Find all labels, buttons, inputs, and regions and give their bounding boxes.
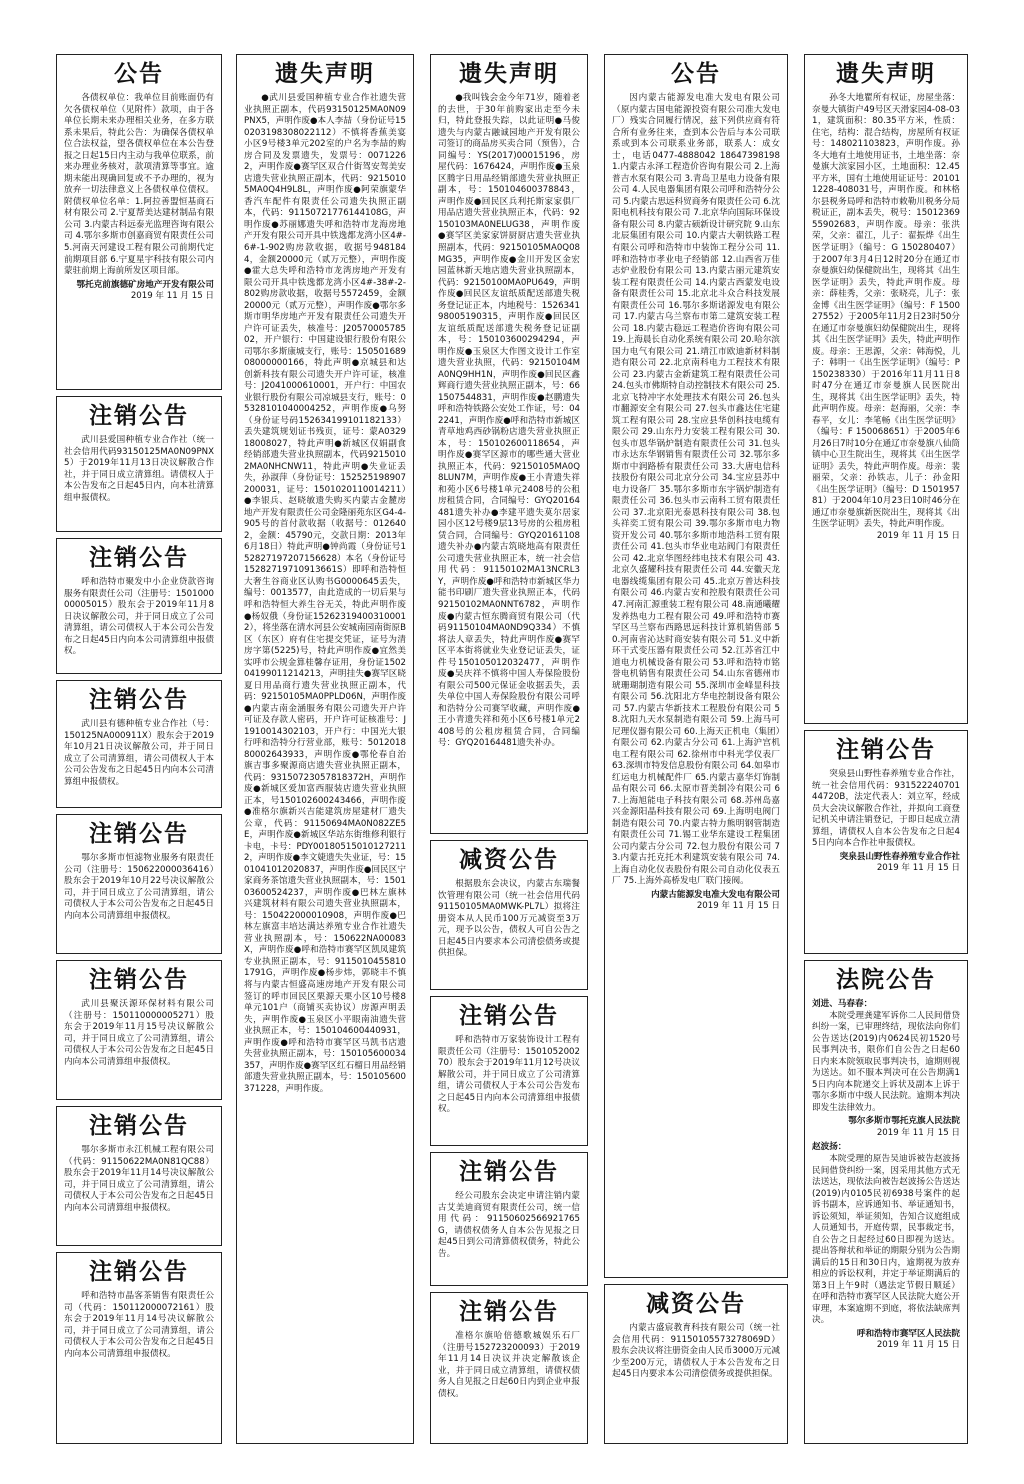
court-addressee: 刘进、马春春： xyxy=(812,999,873,1010)
notice-box xyxy=(430,996,588,1146)
notice-title: 遗失声明 xyxy=(836,61,936,87)
notice-date: 2019 年 11 月 15 日 xyxy=(876,1127,960,1138)
notice-signature: 鄂托克前旗德矿房地产开发有限公司 xyxy=(76,279,214,290)
notice-body: ●武川县爱国种植专业合作社遗失营业执照正副本，代码93150125MA0N09PNX5，声明作废●本人李喆（身份证号150203198308022112）不慎将香蕉美宴小区9号楼3单元202室的户名为李喆的购房合同及发票遗失，发票号：00712262，声明作废●赛罕区双合什街驾安驾美安店遗失营业执照正副本，代码：92150105MA0Q4H9L8L，声明作废●阿荣旗蒙华香汽车配件有限责任公司遗失执照正副本，代码：91150721776144108G，声明作废●苏丽娜遗失呼和浩特市龙海房地产开发有限公司开具中铁逸都龙湾小区4#-6#-1-902购房款收据，收据号9481844，金额20000元（贰万元整），声明作废●霍大总失呼和浩特市龙湾房地产开发有限公司开具中铁逸都龙湾小区4#-38#-2-802购房款收据，收据号5572459，金额20000元（贰万元整），声明作废●鄂尔多斯市明华房地产开发有限责任公司遗失开户许可证丢失，核准号：J2057000578502，开户银行：中国建设银行股份有限公司鄂尔多斯康城支行，账号：15050168908000000166，特此声明●京城县和达创新科技有限公司遗失开户许可证，核准号：J2041000610001，开户行：中国农业银行股份有限公司凉城县支行，账号：05328101040004252，声明作废●乌努（身份证号码152634199101182133）丢失建筑规划证书残页，证号：蒙A032918008027，特此声明●新城区仅娟副食经销部遗失营业执照副本，代码92150102MA0NHCNW11，特此声明●失业证丢失，孙淑萍（身份证号：152525198907200031，证号：1501020110014211）●李银兵、赵晓敏遗失购买内蒙古金麓房地产开发有限责任公司金隆丽苑东区G4-4-905号的首付款收据（收据号：0126402，金额：45790元，交款日期：2013年6月18日）特此声明●钟尚霞（身份证号152827197207156628）本名（身份证号15282719710913661S）即呼和浩特恒大奢生谷商业区认购书G0000645丢失，编号：0013577，由此造成的一切后果与呼和浩特恒大养生谷无关，特此声明作废●杨奴俄（身份证152623194003100012），将坐落在清水河县公安城南园南街原B区（东区）府有住宅提交凭证，证号为清房字第(5225)号，特此声明作废●宜然美实呼市公规金算桂馨存证用，身份证150204199011214213，声明挂失●赛罕区晓夏日用品商行遗失营业执照正副本，代码：92150105MA0PPLD06N，声明作废●内蒙古南金涵服务有限公司遗失开户许可证及存款人密码，开户许可证核准号：J1910014302103，开户行：中国光大银行呼和浩特分行营业部，账号：501201880002643933，声明作废●鄂伦春自治旗吉事多聚源商店遗失营业执照正副本，代码：93150723057818372H，声明作废●新城区爱加富西服装店遗失营业执照正本，号150102600243466，声明作废●准格尔旗新兴吉能建筑房屋建材厂遗失公章，代码：91150694MA0N082ZE5E，声明作废●新城区华站东街维修利银行卡电，卡号：PDY001805150101272112，声明作废●李文婕遗失失业证，号：1501041012020837，声明作废●回民区宁家商务茶馆遗失营业执照副本，号：150103600524237，声明作废●巴林左旗林兴建筑材料有限公司遗失营业执照副本，号：150422000010908，声明作废●巴林左旗富丰培达满达养殖专业合作社遗失营业执照副本，号：150622NA00083X，声明作废●呼和浩特市赛罕区凯凤建筑专业执照正副本，号：91150104558101791G，声明作废●杨步炜，郭晓丰不慎将与内蒙古恒盛高速房地产开发有限公司签订的呼市回民区栗源天栗小区10号楼8单元101户（商铺买卖协议）房源声明丢失，声明作废●玉泉区小平眼南油遗失营业执照正本，号：150104600440931，声明作废●呼和浩特市赛罕区马凯书店遗失营业执照正副本，号：150105600034357，声明作废●赛罕区红石榴日用品经销部遗失营业执照正副本，号：150105600371228，声明作废。 xyxy=(244,93,406,1094)
notice-box xyxy=(56,396,222,532)
column-5 xyxy=(804,54,968,1444)
column-2 xyxy=(236,54,414,1444)
notice-body: 各债权单位：我单位目前账面仍有欠各债权单位（见附件）款项，由于各单位长期未来办理相关业务，在多方联系未果后，特此公告：为确保各债权单位合法权益，望各债权单位在本公告登报之日起15日内主动与我单位联系，前来办理业务核对，款项清算等事宜。逾期未能出现确回复或不予办理的，视为放弃一切法律意义上各债权单位债权。附债权单位名单：1.阿拉善盟恒基商石材有限公司 2.宁夏帮美达建材制品有限公司 3.内蒙古科远泰光监理咨询有限公司 4.鄂尔多斯市创嘉商贸有限责任公司 5.河南天河建设工程有限公司前期代定前期项目部 6.宁夏星宇科技有限公司内蒙驻前期上海前所发区项目部。 xyxy=(64,93,214,277)
notice-box xyxy=(804,960,968,1444)
notice-body: 呼和浩特市晶客茶销售有限责任公司（代码：150112000072161）股东会于2019年11月14号决议解散公司，并于同日成立了公司清算组，请公司债权人于本公司公告发布之日起45日内向本公司清算组申报债权。 xyxy=(64,1291,214,1359)
notice-title: 注销公告 xyxy=(89,545,189,571)
notice-title: 注销公告 xyxy=(89,403,189,429)
notice-body: 呼和浩特市聚发中小企业贷款咨询服务有限责任公司（注册号：150100000005015）股东会于2019年11月8日决议解散公司，并于同日成立了公司清算组，请公司债权人于本公司公告发布之日起45日内向本公司清算组申报债权。 xyxy=(64,577,214,657)
notice-body: 鄂尔多斯市恒滤物业服务有限责任公司（注册号：150622000036416）股东会于2019年10月22号决议解散公司，并于同日成立了公司清算组，请公司债权人于本公司公告发布之日起45日内向本公司清算组申报债权。 xyxy=(64,853,214,921)
notice-body: ●我叫钱会金今年71岁，随着老的去世，于30年前购家出走至今未归，特此登报失踪，以此证明●马俊遗失与内蒙古融诚园地产开发有限公司签订的商品房买卖合同（预售），合同编号：YS(2017)00015196，房屋代码：1676424，声明作废●玉泉区腾宇日用品经销部遗失营业执照正副本，号：150104600378843，声明作废●回民区兵利托斯家家俱厂用品店遗失营业执照正本，代码：92150103MA0NELUG38，声明作废●赛罕区美家家饼厨厨店遗失营业执照副本，代码：92150105MA0Q08MG35，声明作废●金川开发区金宏园蓝林新天地店遗失营业执照副本，代码：92150100MA0PU649，声明作废●回民区友谊纸质配送部遗失税务登记证正本，内地税号：152634198005190315，声明作废●回民区友谊纸质配送部遗失税务登记证副本，号：150103600294294，声明作废●玉泉区大作图文设计工作室遗失营业执照，代码：92150104MA0NQ9HH1N，声明作废●回民区鑫辉商行遗失营业执照正副本，号：661507544831，声明作废●赵鹏遗失呼和浩特铁路公安处工作证，号：042241，声明作废●呼和浩特市新城区青草地鸡西砂锅粉店遗失营业执照正本，号：150102600118654，声明作废●赛罕区源市的哪些通大营业执照正本，代码：92150105MA0Q8LUN7M，声明作废●王小青遗失祥和苑小区6号楼1单元2408号的公租房租赁合同，合同编号：GYQ20164481遗失补办●李建平遗失莫尔居家园小区12号楼9层13号房的公租房租赁合同，合同编号：GYQ20161108遗失补办●内蒙古筑晓地高有限责任公司遗失营业执照正本，统一社会信用代码：91150102MA13NCRL3Y，声明作废●呼和浩特市新城区华力能书印刷厂遗失营业执照正本，代码92150102MA0NNT6782，声明作废●内蒙古恒东腾商贸有限公司（代码91150104MA0ND9Q334）不慎将法人章丢失，特此声明作废●赛罕区平本街将就业失业登记证丢失，证件号150105012032477，声明作废●吴庆祥不慎将中国人寿保险股份有限公司500元保证金收据丢失，丢失单位中国人寿保险股份有限公司呼和浩特分公司赛罕收藏，声明作废●王小青遗失祥和苑小区6号楼1单元2408号的公租房租赁合同，合同编号：GYQ20164481遗失补办。 xyxy=(438,93,580,749)
notice-box xyxy=(56,680,222,808)
notice-box xyxy=(604,54,788,1278)
notice-title: 注销公告 xyxy=(89,967,189,993)
notice-title: 注销公告 xyxy=(89,1113,189,1139)
notice-signature: 突泉县山野性春养殖专业合作社 xyxy=(839,851,960,862)
notice-title: 遗失声明 xyxy=(275,61,375,87)
notice-body: 呼和浩特市万家装饰设计工程有限责任公司（注册号：150105200270）股东会于2019年11月12号决议解散公司，并于同日成立了公司清算组，请公司债权人于本公司公告发布之日起45日内向本公司清算组申报债权。 xyxy=(438,1035,580,1115)
notice-box xyxy=(430,1292,588,1444)
notice-date: 2019 年 11 月 15 日 xyxy=(130,291,214,302)
notice-title: 法院公告 xyxy=(836,967,936,993)
notice-box xyxy=(604,1284,788,1444)
notice-title: 注销公告 xyxy=(459,1299,559,1325)
notice-box xyxy=(804,730,968,954)
column-1 xyxy=(56,54,222,1444)
column-4 xyxy=(604,54,788,1444)
notice-title: 注销公告 xyxy=(89,821,189,847)
notice-box xyxy=(56,1106,222,1246)
notice-body: 内蒙古盛宸教育科技有限公司（统一社会信用代码：91150105573278069D）股东会决议将注册资金由人民币3000万元减少至200万元，请债权人于本公告发布之日起45日内要求本公司清偿债务或提供担保。 xyxy=(612,1323,780,1380)
notice-title: 注销公告 xyxy=(89,1259,189,1285)
notice-date: 2019 年 11 月 15 日 xyxy=(876,863,960,874)
notice-box xyxy=(430,1152,588,1286)
notice-signature: 内蒙古能源发电准大发电有限公司 xyxy=(651,889,780,900)
notice-signature: 呼和浩特市赛罕区人民法院 xyxy=(856,1328,960,1339)
notice-box xyxy=(56,1252,222,1444)
court-addressee: 赵波扬： xyxy=(812,1142,847,1153)
notice-date: 2019 年 11 月 15 日 xyxy=(876,1340,960,1351)
notice-date: 2019 年 11 月 15 日 xyxy=(696,901,780,912)
notice-body: 孙冬大地瞿所有权证，房屋坐落：奈曼大镇街户49号区天滑家园4-08-031，建筑面积：80.35平方米，性质：住宅，结构：混合结构，房屋所有权证号：148021103823，声明作废。孙冬大地有土地使用证书，土地坐落：奈曼旗大滨家园小区，土地面积：12.45平方米，国有土地使用证证号：201011228-408031号，声明作废。和林格尔县税务局呼和浩特市敕勒川税务分局税证正，副本丢失，税号：1501236955902683，声明作废。母亲：张洪荣，父亲：翟江，儿子：翟振烨《出生医学证明》（编号：G 150280407）于2007年3月4日12时20分在通辽市奈曼旗妇幼保健院出生，现将其《出生医学证明》丢失，特此声明作废。母亲：薛桂秀，父亲：张晓亮，儿子：张金博《出生医学证明》（编号：F 150027552）于2005年11月2日23时50分在通辽市奈曼旗妇幼保健院出生，现将其《出生医学证明》丢失，特此声明作废。母亲：王思源，父亲：韩海悦，儿子：韩明一《出生医学证明》（编号：P 150238330）于2016年11月11日8时47分在通辽市奈曼旗人民医院出生，现将其《出生医学证明》丢失，特此声明作废。母亲：赵海丽，父亲：李春平，女儿：李笔畅《出生医学证明》（编号：F 150068651）于2005年6月26日7时10分在通辽市奈曼旗八仙筒镇中心卫生院出生，现将其《出生医学证明》丢失，特此声明作废。母亲：裴丽荣，父亲：孙铁志，儿子：孙金阳《出生医学证明》（编号：D 150195781）于2004年10月23日10时46分在通辽市奈曼旗新医院出生，现将其《出生医学证明》丢失，特此声明作废。 xyxy=(812,93,960,530)
notice-title: 注销公告 xyxy=(89,687,189,713)
notice-body: 武川县爱国种植专业合作社（统一社会信用代码93150125MA0N09PNX5）于2019年11月13日决议解散合作社，并于同日成立清算组。请债权人于本公告发布之日起45日内，向本社清算组申报债权。 xyxy=(64,435,214,503)
notice-title: 公告 xyxy=(114,61,164,87)
notice-title: 减资公告 xyxy=(459,847,559,873)
notice-title: 注销公告 xyxy=(836,737,936,763)
notice-body: 准格尔旗哈倍德歌城娱乐石厂（注册号152723200093）于2019年11月14日决议并决定解散该企业，并于同日成立清算组，请债权债务人自见报之日起60日内到企业申报债权。 xyxy=(438,1331,580,1399)
notice-title: 注销公告 xyxy=(459,1003,559,1029)
notice-body: 因内蒙古能源发电准大发电有限公司（原内蒙古国电能源投资有限公司准大发电厂）残实合同履行情况，兹下列供应商有符合所有业务往来，查到本公告后与本公司联系或到本公司联系业务部，联系人：成女士，电话0477-4888042 18647398198 1.内蒙古永泽工程造价咨询有限公司 2.上海普吉水泵有限公司 3.青岛卫星电力设备有限公司 4.人民电器集团有限公司呼和浩特分公司 5.内蒙古思远科贸商务有限责任公司 6.沈阳电机科技有限公司 7.北京华向国际环保设备有限公司 8.内蒙古硕新设计研究院 9.山东北辰集团有限公司 10.内蒙古大朝铁路工程有限公司呼和浩特市中装饰工程分公司 11.呼和浩特市孝业电子经销部 12.山西省万佳志炉业股份有限公司 13.内蒙古丽元建筑安装工程有限责任公司 14.内蒙古西蒙发电设备有限责任公司 15.北京北斗众合科技发展有限责任公司 16.鄂尔多斯诺源发电有限公司 17.内蒙古乌兰察布市第二建筑安装工程公司 18.内蒙古稳远工程造价咨询有限公司 19.上海晨长自动化系统有限公司 20.哈尔滨国力电气有限公司 21.靖江市欧迪新材料制造有限公司 22.北京南科电力工程技术有限公司 23.内蒙古金新建筑工程有限责任公司 24.包头市佛斯特自动控制技术有限公司 25.北京飞特冲字水处理技术有限公司 26.包头市翻源安全有限公司 27.包头市鑫达住宅建筑工程有限公司 28.宝应县华创科技电缆有限公司 29.山东丹力安装工程有限公司 30.包头市恩华锅炉制造有限责任公司 31.包头市永达东华钢销售有限责任公司 32.鄂尔多斯市中润路桥有限责任公司 33.大唐电信科技股份有限公司北京分公司 34.宝应县苏中电力设备厂 35.鄂尔多斯市东宇锅炉制造有限责任公司 36.包头市云南科工贸有限责任公司 37.北京阳光泰恩科技有限公司 38.包头祥奕工贸有限公司 39.鄂尔多斯市电力物资开发公司 40.鄂尔多斯市地浩科工贸有限责任公司 41.包头市华业电站阀门有限责任公司 42.北京华图经纬电技术有限公司 43.北京久盛耀科技有限责任公司 44.安徽天龙电器线缆集团有限公司 45.北京万普达科技有限公司 46.内蒙古安和控股有限责任公司 47.河南汇源重装工程有限公司 48.南通曦耀发养热电力工程有限公司 49.呼和浩特市赛罕区马兰察布西路思远科技计算机销售部 50.河南省沁达时商安装有限公司 51.义中新环干式变压器有限责任公司 52.江苏省江中道电力机械设备有限公司 53.呼和浩特市铭誉电机销售有限责任公司 54.山东省德州市琥珊瑚制造有限公司 55.深圳市金峰显科技有限公司 56.沈阳北方华电控制设备有限公司 57.内蒙古华新技术工程股份有限公司 58.沈阳九天水泵制造有限公司 59.上海马可尼理仪器有限公司 60.上海天正机电（集团）有限公司 62.内蒙古分公司 61.上海沪宫机电工程有限公司 62.徐州市中科光学仪表厂 63.深圳市特发信息股份有限公司 64.如皋市红运电力机械配件厂 65.内蒙古嘉华灯饰制品有限公司 66.太原市晋美制冷有限公司 67.上海旭能电子科技有限公司 68.苏州岛嘉兴金源阳晶科技有限公司 69.上海明电阀门制造有限公司 70.内蒙古特力熊明钢管制造有限责任公司 71.锡工业华东建设工程集团公司内蒙古分公司 72.包力股份有限公司 73.内蒙古托克托木利建筑安装有限公司 74.上海自动化仪表股份有限公司自动化仪表五厂 75.上海外高桥发电厂联门接阀。 xyxy=(612,93,780,887)
notice-title: 减资公告 xyxy=(646,1291,746,1317)
notice-body: 经公司股东会决定申请注销内蒙古艾美迪商贸有限责任公司，统一信用代码：91150602566921765G，请债权债务人自本公告见报之日起45日到公司清算债权债务，特此公告。 xyxy=(438,1191,580,1259)
notice-body: 武川县有德种植专业合作社（号：150125NA000911X）股东会于2019年10月21日决议解散公司，并于同日成立了公司清算组，请公司债权人于本公司公告发布之日起45日内向本公司清算组申报债权。 xyxy=(64,719,214,787)
notice-signature: 鄂尔多斯市鄂托克旗人民法院 xyxy=(848,1116,960,1127)
notice-body: 根据股东会决议，内蒙古东瑞餐饮管理有限公司（统一社会信用代码91150105MA0MWK-PL7L）拟将注册资本从人民币100万元减资至3万元，现予以公告，债权人可自公告之日起45日内要求本公司清偿债务或提供担保。 xyxy=(438,879,580,959)
notice-body: 本院受理的原告吴迪诉被告赵波扬民间借贷纠纷一案，因采用其他方式无法送达，现依法向被告赵波扬公告送达(2019)内0105民初6938号案件的起诉书副本，应诉通知书、举证通知书，诉讼须知，举证须知，告知合议庭组成人员通知书，开庭传票，民事裁定书，自公告之日起经过60日即视为送达。提出答辩状和举证的期限分别为公告期满后的15日和30日内，逾期视为放弃相应的诉讼权利，并定于举证期满后的第3日上午9时（遇法定节假日顺延）在呼和浩特市赛罕区人民法院大庭公开审理，本案逾期不到庭，将依法缺席判决。 xyxy=(812,1154,960,1326)
notice-box xyxy=(236,54,414,1444)
notice-box xyxy=(56,960,222,1100)
notice-box xyxy=(430,54,588,834)
notice-box xyxy=(56,814,222,954)
notice-body: 本院受理龚建军诉你二人民间借贷纠纷一案，已审理终结，现依法向你们公告送达(2019)内0624民初1520号民事判决书，限你们自公告之日起60日内来本院领取民事判决书，逾期则视为送达。如不服本判决可在公告期满15日内向本院递交上诉状及副本上诉于鄂尔多斯市中级人民法院。逾期本判决即发生法律效力。 xyxy=(812,1010,960,1113)
notice-body: 鄂尔多斯市永江机械工程有限公司（代码：91150622MA0N81QC88）股东会于2019年11月14号决议解散公司，并于同日成立了公司清算组，请公司债权人于本公司公告发布之日起45日内向本公司清算组申报债权。 xyxy=(64,1145,214,1213)
notice-box xyxy=(56,538,222,674)
notice-title: 注销公告 xyxy=(459,1159,559,1185)
notice-title: 公告 xyxy=(671,61,721,87)
notice-box xyxy=(804,54,968,724)
column-3 xyxy=(430,54,588,1444)
notice-body: 突泉县山野性春养殖专业合作社，统一社会信用代码：93152224070144720B，法定代表人：刘立军，经成员大会决议解散合作社，并拟向工商登记机关申请注销登记，于即日起成立清算组，请债权人自本公告发布之日起45日内向本合作社申报债权。 xyxy=(812,769,960,849)
notice-title: 遗失声明 xyxy=(459,61,559,87)
notice-box xyxy=(56,54,222,390)
notice-box xyxy=(430,840,588,990)
notice-body: 武川县聚沃源环保材料有限公司（注册号：150110000005271）股东会于2019年11月15号决议解散公司，并于同日成立了公司清算组，请公司债权人于本公司公告发布之日起45日内向本公司清算组申报债权。 xyxy=(64,999,214,1067)
notice-date: 2019 年 11 月 15 日 xyxy=(876,530,960,541)
